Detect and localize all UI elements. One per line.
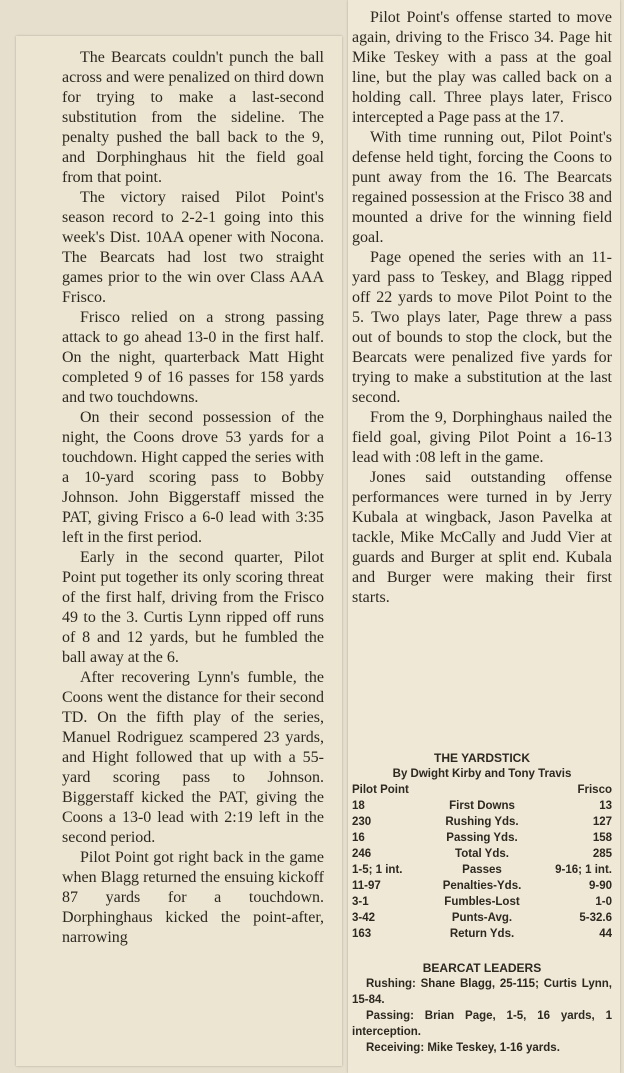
stat-right-value: 158 [592, 832, 612, 844]
yardstick-title: THE YARDSTICK [433, 751, 531, 765]
yardstick-row [352, 894, 612, 910]
yardstick-row [352, 830, 612, 846]
yardstick-row [352, 878, 612, 894]
stat-label: Rushing Yds. [445, 816, 519, 828]
article-paragraph: Frisco relied on a strong passing attack to go ahead 13-0 in the first half. On the night, quarterback Matt Hight completed 9 of 16 passes for 158 yards and two touchdowns. [62, 309, 324, 406]
stat-label: Total Yds. [455, 848, 509, 860]
article-paragraph: Pilot Point's offense started to move again, driving to the Frisco 34. Page hit Mike Teskey with a pass at the goal line, but the play was called back on a holding call. Three plays later, Frisco intercepted a Page pass at the 17. [352, 9, 612, 126]
team-right-name: Frisco [577, 784, 612, 796]
stat-right-value: 13 [599, 800, 612, 812]
stat-label: Fumbles-Lost [444, 896, 520, 908]
stat-left-value: 163 [352, 928, 372, 940]
stat-right-value: 44 [599, 928, 612, 940]
leaders-title: BEARCAT LEADERS [422, 961, 542, 975]
stat-right-value: 5-32.6 [579, 912, 612, 924]
stat-left-value: 11-97 [352, 880, 381, 892]
bearcat-leaders-box [352, 960, 612, 1056]
yardstick-row [352, 798, 612, 814]
stat-label: Return Yds. [449, 928, 515, 940]
stat-label: Passes [462, 864, 502, 876]
stat-label: Penalties-Yds. [442, 880, 522, 892]
stat-left-value: 16 [352, 832, 365, 844]
article-paragraph: From the 9, Dorphinghaus nailed the field goal, giving Pilot Point a 16-13 lead with :08 left in the game. [352, 409, 612, 466]
stat-label: First Downs [449, 800, 515, 812]
stat-left-value: 18 [352, 800, 365, 812]
article-paragraph: The victory raised Pilot Point's season record to 2-2-1 going into this week's Dist. 10AA opener with Nocona. The Bearcats had lost two straight games prior to the win over Class AAA Frisco. [62, 189, 324, 306]
leader-line-passing: Passing: Brian Page, 1-5, 16 yards, 1 interception. [352, 1010, 612, 1038]
yardstick-header-row [352, 782, 612, 798]
article-paragraph: Pilot Point got right back in the game when Blagg returned the ensuing kickoff 87 yards for a touchdown. Dorphinghaus kicked the point-after, narrowing [62, 849, 324, 946]
leader-line-receiving: Receiving: Mike Teskey, 1-16 yards. [366, 1042, 560, 1054]
article-paragraph: Page opened the series with an 11-yard pass to Teskey, and Blagg ripped off 22 yards to move Pilot Point to the 5. Two plays later, Page threw a pass out of bounds to stop the clock, but the Bearcats were penalized five yards for trying to make a substitution at the last second. [352, 249, 612, 406]
stat-right-value: 1-0 [595, 896, 612, 908]
stat-right-value: 9-90 [588, 880, 612, 892]
stat-right-value: 9-16; 1 int. [555, 864, 612, 876]
article-left-column [62, 48, 324, 948]
article-paragraph: The Bearcats couldn't punch the ball across and were penalized on third down for trying to make a last-second substitution from the sideline. The penalty pushed the ball back to the 9, and Dorphinghaus hit the field goal from that point. [62, 49, 324, 186]
article-right-column [352, 8, 612, 608]
stat-left-value: 3-42 [352, 912, 376, 924]
stat-left-value: 1-5; 1 int. [352, 864, 403, 876]
article-paragraph: On their second possession of the night, the Coons drove 53 yards for a touchdown. Hight capped the series with a 10-yard scoring pass to Bobby Johnson. John Biggerstaff missed the PAT, giving Frisco a 6-0 lead with 3:35 left in the first period. [62, 409, 324, 546]
leader-line-rushing: Rushing: Shane Blagg, 25-115; Curtis Lynn, 15-84. [352, 978, 612, 1006]
stat-left-value: 3-1 [352, 896, 369, 908]
yardstick-row [352, 910, 612, 926]
stat-left-value: 246 [352, 848, 372, 860]
stat-right-value: 285 [592, 848, 612, 860]
article-paragraph: Jones said outstanding offense performances were turned in by Jerry Kubala at wingback, Jason Pavelka at tackle, Mike McCally and Judd Vier at guards and Burger at split end. Kubala and Burger were making their first starts. [352, 469, 612, 606]
yardstick-row [352, 846, 612, 862]
yardstick-row [352, 926, 612, 942]
article-paragraph: After recovering Lynn's fumble, the Coons went the distance for their second TD. On the fifth play of the series, Manuel Rodriguez scampered 23 yards, and Hight followed that up with a 55-yard scoring pass to Johnson. Biggerstaff kicked the PAT, giving the Coons a 13-0 lead with 2:19 left in the second period. [62, 669, 324, 846]
team-left-name: Pilot Point [352, 784, 409, 796]
article-paragraph: With time running out, Pilot Point's defense held tight, forcing the Coons to punt away from the 16. The Bearcats regained possession at the Frisco 38 and mounted a drive for the winning field goal. [352, 129, 612, 246]
yardstick-box [352, 750, 612, 942]
stat-label: Passing Yds. [446, 832, 518, 844]
article-paragraph: Early in the second quarter, Pilot Point put together its only scoring threat of the first half, driving from the Frisco 49 to the 3. Curtis Lynn ripped off runs of 8 and 12 yards, but he fumbled the ball away at the 6. [62, 549, 324, 666]
yardstick-byline: By Dwight Kirby and Tony Travis [392, 768, 572, 780]
yardstick-row [352, 862, 612, 878]
stat-right-value: 127 [592, 816, 612, 828]
stat-label: Punts-Avg. [451, 912, 513, 924]
yardstick-row [352, 814, 612, 830]
stat-left-value: 230 [352, 816, 372, 828]
